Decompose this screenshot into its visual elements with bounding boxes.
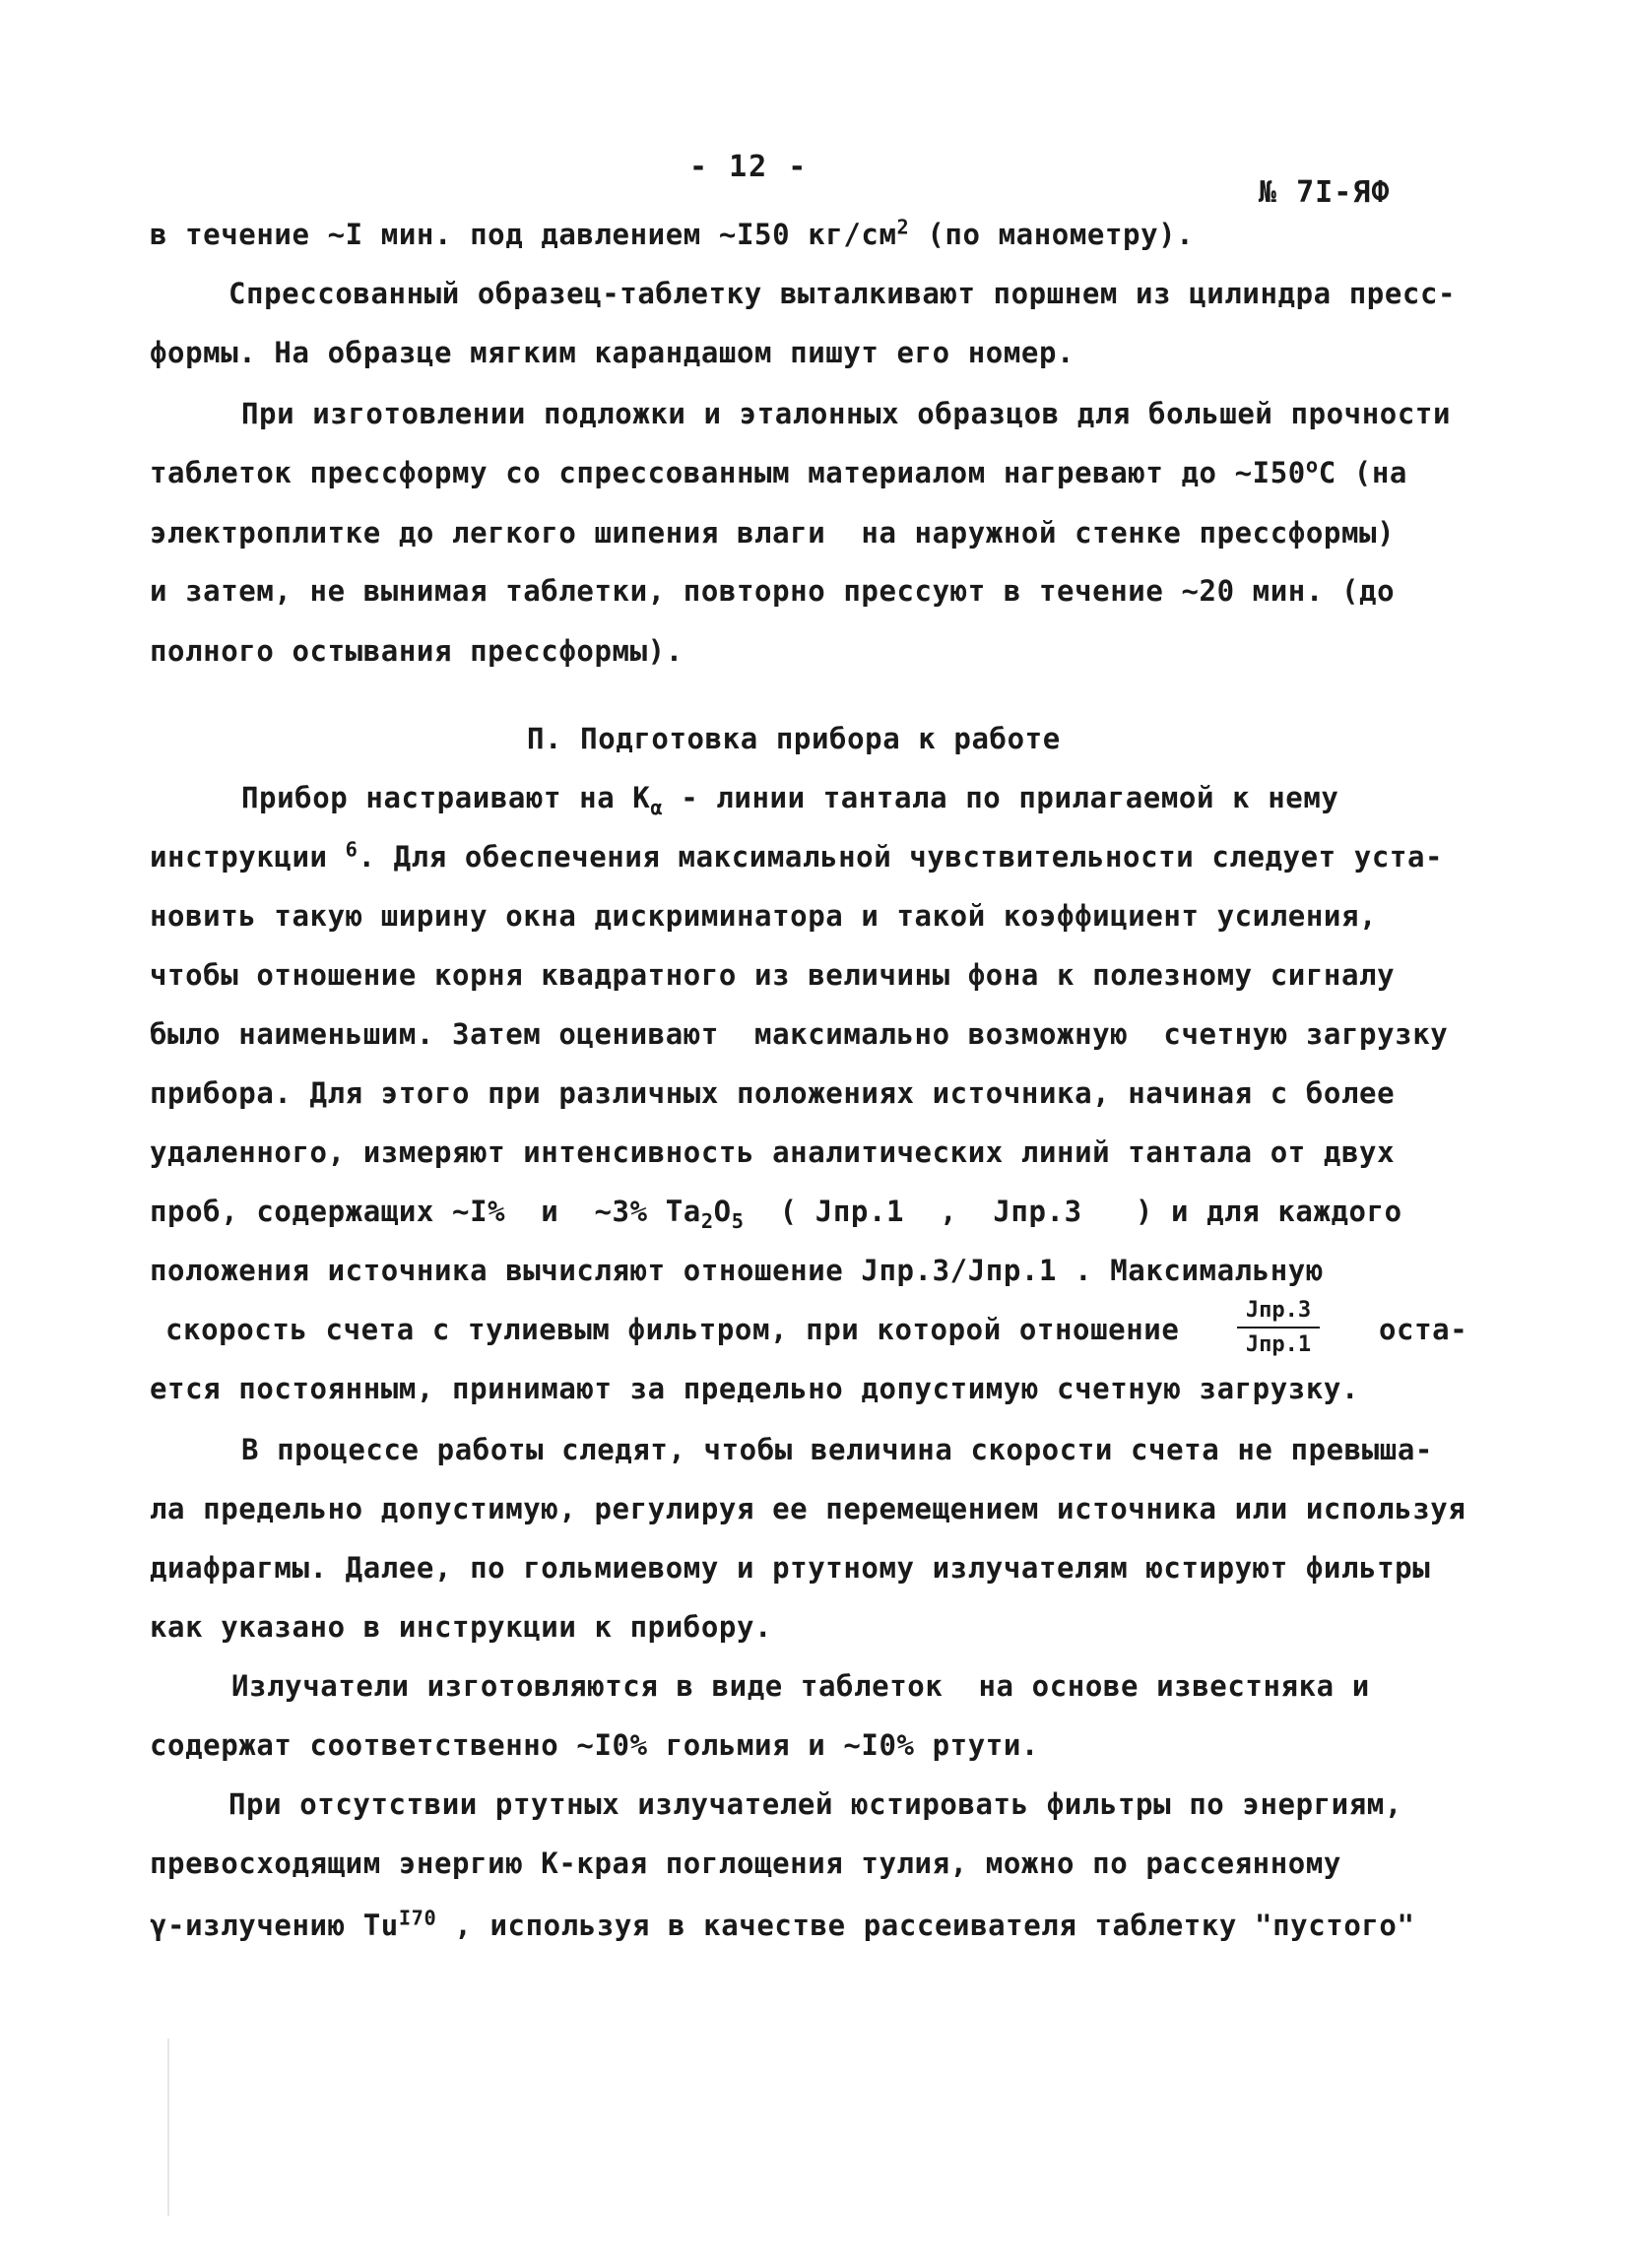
text-line-8: полного остывания прессформы). [150, 634, 684, 668]
scan-edge-mark [167, 2039, 169, 2216]
text-segment: ( Jпр.1 , Jпр.3 ) и для каждого [744, 1195, 1402, 1228]
fraction-numerator: Jпр.3 [1245, 1298, 1312, 1323]
page-number: - 12 - [689, 150, 809, 184]
text-line-4: При изготовлении подложки и эталонных образцов для большей прочности [241, 397, 1452, 430]
text-line-24: Излучатели изготовляются в виде таблеток на основе известняка и [231, 1669, 1370, 1703]
text-line-27: превосходящим энергию К-края поглощения тулия, можно по рассеянному [150, 1847, 1341, 1880]
text-line-3: формы. На образце мягким карандашом пишут его номер. [150, 336, 1075, 369]
fraction-denominator: Jпр.1 [1245, 1332, 1312, 1357]
superscript: o [1305, 453, 1319, 478]
superscript: 2 [896, 215, 910, 239]
text-segment: таблеток прессформу со спрессованным материалом нагревают до ~I50 [150, 456, 1306, 489]
text-line-14: прибора. Для этого при различных положениях источника, начиная с более [150, 1076, 1396, 1110]
text-line-21: ла предельно допустимую, регулируя ее перемещением источника или используя [150, 1492, 1466, 1525]
text-line-18-end: оста- [1379, 1313, 1468, 1346]
document-number: № 7I-ЯФ [1259, 175, 1391, 210]
text-line-6: электроплитке до легкого шипения влаги на наружной стенке прессформы) [150, 516, 1396, 550]
text-line-2: Спрессованный образец-таблетку выталкивают поршнем из цилиндра пресс- [228, 277, 1457, 310]
text-line-17: положения источника вычисляют отношение Jпр.3/Jпр.1 . Максимальную [150, 1254, 1324, 1287]
text-segment: (по манометру). [909, 218, 1195, 251]
text-line-12: чтобы отношение корня квадратного из величины фона к полезному сигналу [150, 958, 1396, 992]
section-heading: П. Подготовка прибора к работе [527, 722, 1061, 755]
text-segment: инструкции [150, 840, 346, 874]
text-line-10 [150, 837, 1443, 876]
text-segment: . Для обеспечения максимальной чувствительности следует уста- [358, 840, 1444, 874]
text-line-5 [150, 453, 1407, 492]
text-line-20: В процессе работы следят, чтобы величина скорости счета не превыша- [241, 1433, 1433, 1466]
superscript: I70 [398, 1906, 437, 1930]
text-line-7: и затем, не вынимая таблетки, повторно прессуют в течение ~20 мин. (до [150, 574, 1396, 608]
text-segment: γ-излучению Tu [150, 1909, 399, 1942]
text-line-16 [150, 1192, 1402, 1231]
text-line-25: содержат соответственно ~I0% гольмия и ~I0% ртути. [150, 1728, 1039, 1762]
text-line-13: было наименьшим. Затем оценивают максимально возможную счетную загрузку [150, 1017, 1449, 1051]
text-segment: , используя в качестве рассеивателя таблетку "пустого" [436, 1909, 1415, 1942]
text-segment: проб, содержащих ~I% и ~3% Ta [150, 1195, 701, 1228]
subscript: 5 [731, 1208, 745, 1233]
text-segment: O [713, 1195, 732, 1228]
text-line-22: диафрагмы. Далее, по гольмиевому и ртутному излучателям юстируют фильтры [150, 1551, 1431, 1585]
subscript: 2 [700, 1208, 714, 1233]
subscript: α [650, 795, 664, 819]
text-segment: C (на [1318, 456, 1407, 489]
text-segment: в течение ~I мин. под давлением ~I50 кг/см [150, 218, 897, 251]
superscript: 6 [345, 837, 358, 862]
text-line-23: как указано в инструкции к прибору. [150, 1610, 773, 1644]
text-line-28 [150, 1906, 1415, 1945]
text-line-1 [150, 215, 1194, 254]
text-line-9 [241, 778, 1338, 817]
text-line-11: новить такую ширину окна дискриминатора и такой коэффициент усиления, [150, 899, 1378, 933]
text-line-15: удаленного, измеряют интенсивность аналитических линий тантала от двух [150, 1135, 1396, 1169]
ratio-fraction [1233, 1298, 1324, 1357]
text-line-19: ется постоянным, принимают за предельно допустимую счетную загрузку. [150, 1372, 1360, 1405]
text-line-26: При отсутствии ртутных излучателей юстировать фильтры по энергиям, [228, 1787, 1402, 1821]
text-segment: - линии тантала по прилагаемой к нему [663, 781, 1339, 814]
text-line-18: скорость счета с тулиевым фильтром, при которой отношение [165, 1313, 1180, 1346]
text-segment: Прибор настраивают на К [241, 781, 651, 814]
